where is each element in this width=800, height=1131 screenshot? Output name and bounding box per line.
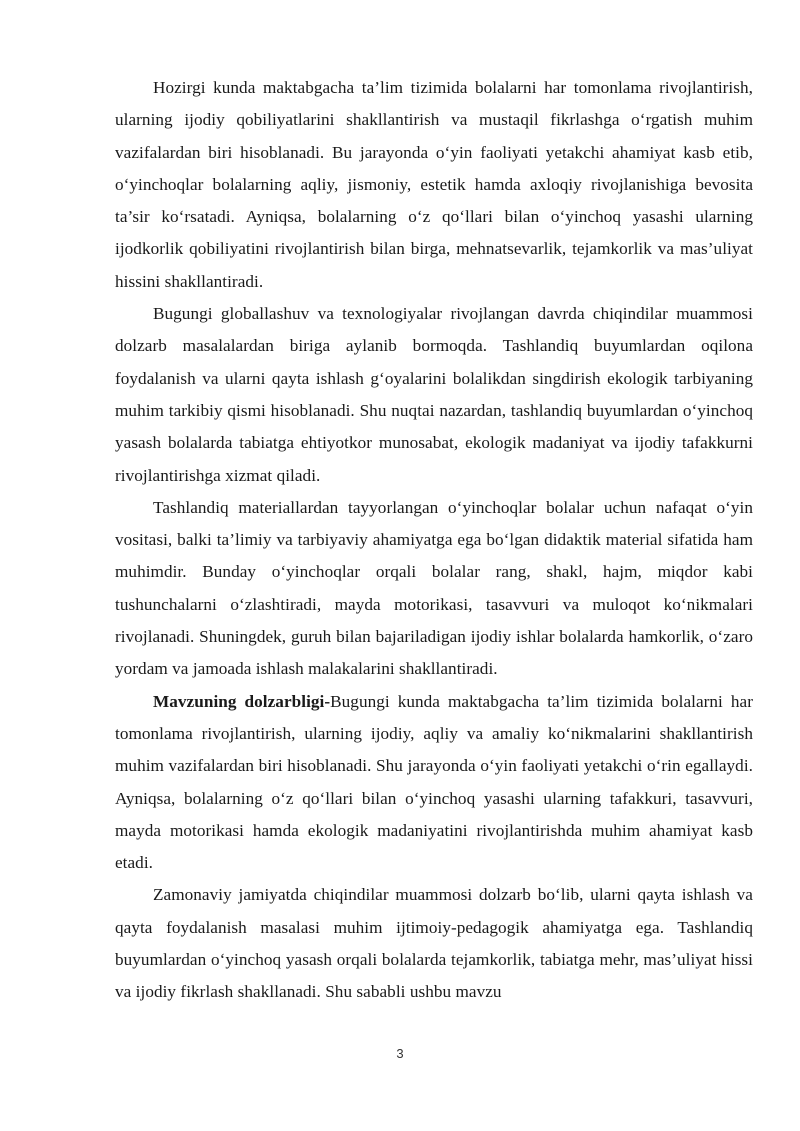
paragraph-intro: Hozirgi kunda maktabgacha ta’lim tizimida bolalarni har tomonlama rivojlantirish, ularning ijodiy qobiliyatlarini shakllantirish va mustaqil fikrlashga o‘rgatish muhim vazifalardan biri hisoblanadi. Bu jarayonda o‘yin faoliyati yetakchi ahamiyat kasb etib, o‘yinchoqlar bolalarning aqliy, jismoniy, estetik hamda axloqiy rivojlanishiga bevosita ta’sir ko‘rsatadi. Ayniqsa, bolalarning o‘z qo‘llari bilan o‘yinchoq yasashi ularning ijodkorlik qobiliyatini rivojlantirish bilan birga, mehnatsevarlik, tejamkorlik va mas’uliyat hissini shakllantiradi.	[115, 78, 753, 291]
relevance-heading: Mavzuning dolzarbligi-	[153, 691, 331, 711]
document-body	[115, 72, 753, 1009]
paragraph-modern-society: Zamonaviy jamiyatda chiqindilar muammosi dolzarb bo‘lib, ularni qayta ishlash va qayta foydalanish masalasi muhim ijtimoiy-pedagogik ahamiyatga ega. Tashlandiq buyumlardan o‘yinchoq yasash orqali bolalarda tejamkorlik, tabiatga mehr, mas’uliyat hissi va ijodiy fikrlash shakllanadi. Shu sababli ushbu mavzu	[115, 885, 753, 1002]
paragraph-recycled-toys: Tashlandiq materiallardan tayyorlangan o‘yinchoqlar bolalar uchun nafaqat o‘yin vositasi, balki ta’limiy va tarbiyaviy ahamiyatga ega bo‘lgan didaktik material sifatida ham muhimdir. Bunday o‘yinchoqlar orqali bolalar rang, shakl, hajm, miqdor kabi tushunchalarni o‘zlashtiradi, mayda motorikasi, tasavvuri va muloqot ko‘nikmalari rivojlanadi. Shuningdek, guruh bilan bajariladigan ijodiy ishlar bolalarda hamkorlik, o‘zaro yordam va jamoada ishlash malakalarini shakllantiradi.	[115, 497, 753, 679]
paragraph-globalization: Bugungi globallashuv va texnologiyalar rivojlangan davrda chiqindilar muammosi dolzarb masalalardan biriga aylanib bormoqda. Tashlandiq buyumlardan oqilona foydalanish va ularni qayta ishlash g‘oyalarini bolalikdan singdirish ekologik tarbiyaning muhim tarkibiy qismi hisoblanadi. Shu nuqtai nazardan, tashlandiq buyumlardan o‘yinchoq yasash bolalarda tabiatga ehtiyotkor munosabat, ekologik madaniyat va ijodiy tafakkurni rivojlantirishga xizmat qiladi.	[115, 304, 753, 485]
paragraph-relevance	[115, 686, 753, 880]
page-number: 3	[396, 1046, 404, 1061]
relevance-text: Bugungi kunda maktabgacha ta’lim tizimida bolalarni har tomonlama rivojlantirish, ularning ijodiy, aqliy va amaliy ko‘nikmalarini shakllantirish muhim vazifalardan biri hisoblanadi. Shu jarayonda o‘yin faoliyati yetakchi o‘rin egallaydi. Ayniqsa, bolalarning o‘z qo‘llari bilan o‘yinchoq yasashi ularning tafakkuri, tasavvuri, mayda motorikasi hamda ekologik madaniyatini rivojlantirishda muhim ahamiyat kasb etadi.	[115, 691, 753, 873]
